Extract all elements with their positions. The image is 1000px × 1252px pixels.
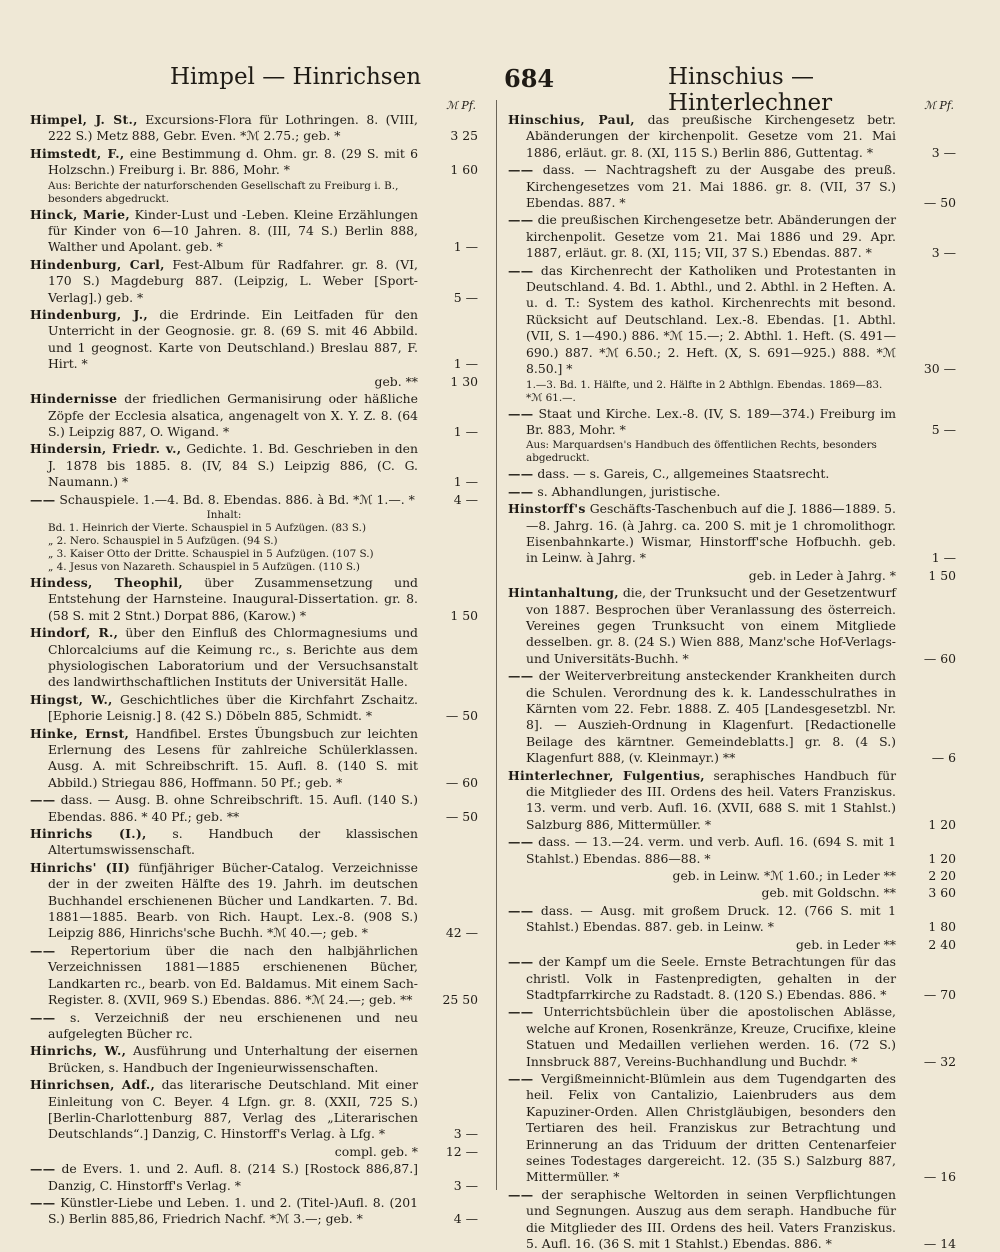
entry-heading: Hindenburg, Carl, xyxy=(30,256,165,272)
entry-body: Ausführung und Unterhaltung der eisernen Brücken, s. Handbuch der Ingenieurwissenschaften. xyxy=(48,1043,419,1075)
entry-body: eine Bestimmung d. Ohm. gr. 8. (29 S. mit 6 Holzschn.) Freiburg i. Br. 886, Mohr. * xyxy=(48,145,419,178)
catalog-entry xyxy=(30,112,478,145)
entry-price: 1 20 xyxy=(928,850,956,866)
entry-heading: Hinck, Marie, xyxy=(30,206,130,222)
entry-text xyxy=(508,1187,896,1252)
page-number: 684 xyxy=(504,64,555,93)
catalog-entry xyxy=(30,307,478,373)
entry-note: Aus: Berichte der naturforschenden Gesellschaft zu Freiburg i. B., besonders abgedruckt. xyxy=(48,179,399,205)
catalog-entry xyxy=(508,903,956,936)
entry-text xyxy=(30,391,418,440)
entry-body: das literarische Deutschland. Mit einer Einleitung von C. Beyer. 4 Lfgn. gr. 8. (XXII, 725 S.) [Berlin-Charlottenburg 887, Verlag des „Literarischen Deutschlands“.] Danzig, C. Hinstorff's Verlag. à Lfg. * xyxy=(48,1077,418,1142)
variant-text: compl. geb. * xyxy=(334,1143,418,1159)
entry-body: das preußische Kirchengesetz betr. Abänderungen der kirchenpolit. Gesetze vom 21. Mai 1886, erläut. gr. 8. (XI, 115 S.) Berlin 886, Guttentag. * xyxy=(526,112,896,160)
entry-text xyxy=(508,1071,896,1186)
header-left-range: Himpel — Hinrichsen xyxy=(170,64,422,90)
variant-text: geb. in Leder à Jahrg. * xyxy=(748,567,896,583)
entry-text xyxy=(508,162,896,211)
entry-price: — 50 xyxy=(923,195,956,211)
entry-body: Handfibel. Erstes Übungsbuch zur leichten Erlernung des Lesens für zahlreiche Schülerklassen. Ausg. A. mit Schreibschrift. 15. Aufl. 8. (140 S. mit Abbild.) Striegau 886, Hoffmann. 50 Pf.; geb. * xyxy=(48,725,418,790)
entry-text xyxy=(508,112,896,161)
catalog-entry xyxy=(508,466,956,482)
entry-text xyxy=(508,668,896,766)
entry-heading: Hingst, W., xyxy=(30,691,113,707)
entry-body: s. Abhandlungen, juristische. xyxy=(533,483,721,499)
entry-text xyxy=(30,1010,418,1043)
entry-text xyxy=(30,726,418,792)
entry-text xyxy=(30,1195,418,1228)
entry-note-wrap xyxy=(30,180,478,206)
catalog-entry-variant xyxy=(508,937,956,953)
entry-heading: —— xyxy=(30,491,56,507)
contents-line: „ 2. Nero. Schauspiel in 5 Aufzügen. (94 S.) xyxy=(48,534,278,547)
right-column xyxy=(508,99,956,1251)
entry-price: 30 — xyxy=(923,361,956,377)
entry-body: Kinder-Lust und -Leben. Kleine Erzählungen für Kinder von 6—10 Jahren. 8. (III, 74 S.) Berlin 888, Walther und Apolant. geb. * xyxy=(48,206,418,255)
variant-price: 12 — xyxy=(445,1143,478,1159)
variant-price: 2 40 xyxy=(928,936,956,952)
entry-body: Künstler-Liebe und Leben. 1. und 2. (Titel-)Aufl. 8. (201 S.) Berlin 885,86, Friedrich Nachf. *ℳ 3.—; geb. * xyxy=(48,1194,418,1227)
entry-heading: —— xyxy=(30,942,56,958)
entry-text xyxy=(508,263,896,378)
catalog-entry xyxy=(508,112,956,161)
currency-unit-left: ℳ Pf. xyxy=(446,99,476,112)
entry-text xyxy=(508,466,896,482)
entry-text xyxy=(508,1004,896,1070)
entry-text xyxy=(30,146,418,179)
entry-text xyxy=(30,792,418,825)
currency-unit-right: ℳ Pf. xyxy=(924,99,954,112)
variant-price: 1 50 xyxy=(928,567,956,583)
entry-note-wrap xyxy=(508,439,956,465)
entry-text xyxy=(508,406,896,439)
entry-text xyxy=(508,212,896,261)
entry-body: dass. — Ausg. mit großem Druck. 12. (766 S. mit 1 Stahlst.) Ebendas. 887. geb. in Leinw. * xyxy=(526,902,896,935)
entry-heading: —— xyxy=(30,1009,56,1025)
entry-price: — 70 xyxy=(923,986,956,1002)
catalog-entry xyxy=(508,1071,956,1186)
entry-text xyxy=(508,954,896,1003)
contents-line: „ 4. Jesus von Nazareth. Schauspiel in 5 Aufzügen. (110 S.) xyxy=(48,560,360,573)
entry-note: 1.—3. Bd. 1. Hälfte, und 2. Hälfte in 2 Abthlgn. Ebendas. 1869—83. *ℳ 61.—. xyxy=(526,378,883,404)
entry-text xyxy=(30,441,418,490)
catalog-entry xyxy=(508,212,956,261)
entry-heading: Hindorf, R., xyxy=(30,625,119,641)
entry-body: Schauspiele. 1.—4. Bd. 8. Ebendas. 886. à Bd. *ℳ 1.—. * xyxy=(55,491,415,507)
catalog-entry xyxy=(30,391,478,440)
entry-price: 1 — xyxy=(453,356,478,372)
entry-text xyxy=(508,501,896,567)
entry-body: s. Handbuch der klassischen Altertumswissenschaft. xyxy=(48,826,418,858)
entry-heading: Hindenburg, J., xyxy=(30,307,148,323)
entry-text xyxy=(30,826,418,859)
entry-heading: —— xyxy=(508,954,534,970)
entry-body: die, der Trunksucht und der Gesetzentwurf von 1887. Besprochen über Veranlassung des österreich. Vereines gegen Trunksucht von einem Mitgliede desselben. gr. 8. (24 S.) Wien 888, Manz'sche Hof-Verlags- und Universitäts-Buchh. * xyxy=(526,585,896,666)
entry-heading: —— xyxy=(508,162,534,178)
entry-price: 1 50 xyxy=(450,607,478,623)
entry-body: de Evers. 1. und 2. Aufl. 8. (214 S.) [Rostock 886,87.] Danzig, C. Hinstorff's Verlag. * xyxy=(48,1161,418,1193)
entry-heading: —— xyxy=(508,466,534,482)
entry-text xyxy=(508,585,896,667)
entry-body: die Erdrinde. Ein Leitfaden für den Unterricht in der Geognosie. gr. 8. (69 S. mit 46 Abbild. und 1 geognost. Karte von Deutschland.) Breslau 887, F. Hirt. * xyxy=(48,307,418,372)
entry-body: dass. — 13.—24. verm. und verb. Aufl. 16. (694 S. mit 1 Stahlst.) Ebendas. 886—88. * xyxy=(526,834,896,866)
entry-price: 1 20 xyxy=(928,816,956,832)
catalog-entry xyxy=(508,406,956,439)
entry-body: das Kirchenrecht der Katholiken und Protestanten in Deutschland. 4. Bd. 1. Abthl., und 2. Abthl. in 2 Heften. A. u. d. T.: System des kathol. Kirchenrechts mit besond. Rücksicht auf Deutschland. Lex.-8. Ebendas. [1. Abthl. (VII, S. 1—490.) 886. *ℳ 15.—; 2. Abthl. 1. Heft. (S. 491—690.) 887. *ℳ 6.50.; 2. Heft. (X, S. 691—925.) 888. *ℳ 8.50.] * xyxy=(526,262,896,377)
entry-body: dass. — s. Gareis, C., allgemeines Staatsrecht. xyxy=(533,466,830,482)
entry-body: Geschichtliches über die Kirchfahrt Zschaitz. [Ephorie Leisnig.] 8. (42 S.) Döbeln 885, Schmidt. * xyxy=(48,691,418,724)
catalog-entry xyxy=(508,585,956,667)
entry-heading: Hinrichsen, Adf., xyxy=(30,1077,156,1093)
variant-price: 2 20 xyxy=(928,868,956,884)
entry-text xyxy=(30,860,418,942)
entry-price: 3 — xyxy=(931,245,956,261)
entry-text xyxy=(508,768,896,834)
entry-heading: —— xyxy=(508,1186,534,1202)
entry-body: Fest-Album für Radfahrer. gr. 8. (VI, 170 S.) Magdeburg 887. (Leipzig, L. Weber [Sport-Verlag].) geb. * xyxy=(48,256,418,305)
entry-text xyxy=(30,1043,418,1076)
header-right-range: Hinschius — Hinterlechner xyxy=(668,64,833,116)
catalog-entry xyxy=(30,1195,478,1228)
entry-text xyxy=(30,112,418,145)
contents-line: Bd. 1. Heinrich der Vierte. Schauspiel in 5 Aufzügen. (83 S.) xyxy=(48,521,367,534)
entry-heading: —— xyxy=(508,1004,534,1020)
entry-heading: —— xyxy=(30,1161,56,1177)
entry-price: 4 — xyxy=(453,1211,478,1227)
catalog-entry xyxy=(30,441,478,490)
entry-text xyxy=(30,1077,418,1143)
entry-price: 4 — xyxy=(453,491,478,507)
entry-price: — 32 xyxy=(923,1053,956,1069)
catalog-entry xyxy=(30,943,478,1009)
entry-body: über Zusammensetzung und Entstehung der Harnsteine. Inaugural-Dissertation. gr. 8. (58 S. mit 2 Stnt.) Dorpat 886, (Karow.) * xyxy=(48,574,418,623)
entry-heading: Himstedt, F., xyxy=(30,145,125,161)
entry-heading: —— xyxy=(508,668,534,684)
entry-heading: —— xyxy=(508,483,534,499)
entry-price: 25 50 xyxy=(442,992,478,1008)
entry-body: dass. — Nachtragsheft zu der Ausgabe des preuß. Kirchengesetzes vom 21. Mai 1886. gr. 8. (VII, 37 S.) Ebendas. 887. * xyxy=(526,162,896,211)
entry-price: — 50 xyxy=(445,808,478,824)
entry-heading: Hinrichs (I.), xyxy=(30,826,147,842)
catalog-entry xyxy=(508,1004,956,1070)
entry-price: — 50 xyxy=(445,708,478,724)
entry-heading: Himpel, J. St., xyxy=(30,112,138,127)
entry-note: Aus: Marquardsen's Handbuch des öffentlichen Rechts, besonders abgedruckt. xyxy=(526,439,877,465)
entry-body: Geschäfts-Taschenbuch auf die J. 1886—1889. 5.—8. Jahrg. 16. (à Jahrg. ca. 200 S. mit je 1 chromolithogr. Eisenbahnkarte.) Wismar, Hinstorff'sche Hofbuchh. geb. in Leinw. à Jahrg. * xyxy=(526,501,896,566)
entry-body: über den Einfluß des Chlormagnesiums und Chlorcalciums auf die Keimung rc., s. Berichte aus dem physiologischen Laboratorium und der Versuchsanstalt des landwirthschaftlichen Instituts der Universität Halle. xyxy=(48,625,418,690)
catalog-entry xyxy=(30,146,478,179)
catalog-entry xyxy=(508,263,956,378)
catalog-entry xyxy=(508,954,956,1003)
entry-text xyxy=(30,625,418,691)
variant-text: geb. ** xyxy=(374,373,418,389)
entry-body: Repertorium über die nach den halbjährlichen Verzeichnissen 1881—1885 erschienenen Bücher, Landkarten rc., bearb. von Ed. Baldamus. Mit einem Sach-Register. 8. (XVII, 969 S.) Ebendas. 886. *ℳ 24.—; geb. ** xyxy=(48,942,418,1008)
entry-body: der seraphische Weltorden in seinen Verpflichtungen und Segnungen. Auszug aus dem seraph. Handbuche für die Mitglieder des III. Ordens des heil. Vaters Franziskus. 5. Aufl. 16. (36 S. mit 1 Stahlst.) Ebendas. 886. * xyxy=(526,1186,896,1251)
entry-text xyxy=(30,307,418,373)
entry-price: 1 80 xyxy=(928,919,956,935)
entry-price: — 16 xyxy=(923,1169,956,1185)
column-divider xyxy=(496,100,497,1190)
catalog-entry xyxy=(30,860,478,942)
entry-body: die preußischen Kirchengesetze betr. Abänderungen der kirchenpolit. Gesetze vom 21. Mai 1886 und 29. Apr. 1887, erläut. gr. 8. (XI, 115; VII, 37 S.) Ebendas. 887. * xyxy=(526,212,896,261)
catalog-entry xyxy=(30,207,478,256)
entry-body: der Weiterverbreitung ansteckender Krankheiten durch die Schulen. Verordnung des k. k. Landesschulrathes in Kärnten vom 22. Febr. 1888. Z. 405 [Landesgesetzbl. Nr. 8]. — Auszieh-Ordnung in Klagenfurt. [Redactionelle Beilage des kärntner. Gemeindeblatts.] gr. 8. (4 S.) Klagenfurt 888, (v. Kleinmayr.) ** xyxy=(526,668,896,766)
entry-price: — 14 xyxy=(923,1236,956,1251)
entry-heading: —— xyxy=(508,902,534,918)
entry-body: dass. — Ausg. B. ohne Schreibschrift. 15. Aufl. (140 S.) Ebendas. 886. * 40 Pf.; geb. ** xyxy=(48,792,418,824)
catalog-entry xyxy=(30,692,478,725)
variant-text: geb. in Leinw. *ℳ 1.60.; in Leder ** xyxy=(672,868,896,884)
entry-price: 3 — xyxy=(931,144,956,160)
entry-heading: Hindernisse xyxy=(30,391,118,407)
entry-price: 1 — xyxy=(453,474,478,490)
entry-price: 3 25 xyxy=(450,128,478,144)
catalog-entry xyxy=(508,668,956,766)
entry-price: 5 — xyxy=(453,289,478,305)
entry-heading: Hintanhaltung, xyxy=(508,585,619,601)
entry-body: Vergißmeinnicht-Blümlein aus dem Tugendgarten des heil. Felix von Cantalizio, Laienbruders aus dem Kapuziner-Orden. Allen Christgläubigen, besonders den Tertiaren des heil. Franziskus zur Betrachtung und Erinnerung an das Triduum der dritten Centenarfeier seines Todestages dargereicht. 12. (35 S.) Salzburg 887, Mittermüller. * xyxy=(526,1070,896,1185)
catalog-entry xyxy=(30,826,478,859)
catalog-entry xyxy=(508,484,956,500)
entry-heading: Hinterlechner, Fulgentius, xyxy=(508,767,705,783)
entry-body: Unterrichtsbüchlein über die apostolischen Ablässe, welche auf Kronen, Rosenkränze, Kreuze, Crucifixe, kleine Statuen und Medaillen verliehen werden. 16. (72 S.) Innsbruck 887, Vereins-Buchhandlung und Buchdr. * xyxy=(526,1004,896,1069)
catalog-entry xyxy=(508,834,956,867)
entry-body: seraphisches Handbuch für die Mitglieder des III. Ordens des heil. Vaters Franziskus. 13. verm. und verb. Aufl. 16. (XVII, 688 S. mit 1 Stahlst.) Salzburg 886, Mittermüller. * xyxy=(526,767,896,832)
contents-line: „ 3. Kaiser Otto der Dritte. Schauspiel in 5 Aufzügen. (107 S.) xyxy=(48,547,374,560)
entry-body: der Kampf um die Seele. Ernste Betrachtungen für das christl. Volk in Fastenpredigten, gehalten in der Stadtpfarrkirche zu Radstadt. 8. (120 S.) Ebendas. 886. * xyxy=(526,954,896,1002)
contents-title: Inhalt: xyxy=(206,508,242,521)
catalog-entry-variant xyxy=(508,568,956,584)
catalog-entry xyxy=(508,501,956,567)
variant-price: 1 30 xyxy=(450,373,478,389)
contents-block xyxy=(30,509,478,574)
entry-text xyxy=(508,834,896,867)
entry-heading: —— xyxy=(508,262,534,278)
catalog-entry xyxy=(30,726,478,792)
entry-body: Gedichte. 1. Bd. Geschrieben in den J. 1878 bis 1885. 8. (IV, 84 S.) Leipzig 886, (C. G. Naumann.) * xyxy=(48,441,418,490)
entry-heading: Hinstorff's xyxy=(508,501,586,517)
entry-price: 1 — xyxy=(453,239,478,255)
entry-text xyxy=(508,903,896,936)
entry-text xyxy=(30,492,418,508)
entry-heading: —— xyxy=(508,212,534,228)
catalog-entry xyxy=(30,1043,478,1076)
variant-text: geb. in Leder ** xyxy=(795,936,896,952)
catalog-entry xyxy=(508,768,956,834)
entry-heading: Hinrichs, W., xyxy=(30,1043,127,1059)
catalog-entry xyxy=(30,575,478,624)
catalog-entry xyxy=(508,162,956,211)
entry-heading: Hindess, Theophil, xyxy=(30,574,184,590)
entry-heading: —— xyxy=(508,1070,534,1086)
entry-text xyxy=(30,943,418,1009)
entry-heading: Hinke, Ernst, xyxy=(30,725,130,741)
variant-price: 3 60 xyxy=(928,885,956,901)
left-column xyxy=(30,99,478,1227)
entry-heading: —— xyxy=(508,405,534,421)
entry-note-wrap xyxy=(508,379,956,405)
entry-body: s. Verzeichniß der neu erschienenen und neu aufgelegten Bücher rc. xyxy=(48,1009,418,1041)
left-entry-list xyxy=(30,112,478,1228)
entry-heading: Hinrichs' (II) xyxy=(30,859,131,875)
catalog-entry-variant xyxy=(30,1144,478,1160)
entry-body: Excursions-Flora für Lothringen. 8. (VIII, 222 S.) Metz 888, Gebr. Even. *ℳ 2.75.; geb. * xyxy=(48,112,418,144)
entry-price: 1 — xyxy=(931,550,956,566)
entry-text xyxy=(30,257,418,306)
catalog-entry xyxy=(30,792,478,825)
entry-heading: —— xyxy=(30,1194,56,1210)
entry-price: — 60 xyxy=(923,650,956,666)
catalog-entry-variant xyxy=(508,885,956,901)
catalog-entry xyxy=(30,1161,478,1194)
catalog-entry xyxy=(30,257,478,306)
entry-price: 3 — xyxy=(453,1177,478,1193)
variant-text: geb. mit Goldschn. ** xyxy=(761,885,896,901)
entry-heading: Hindersin, Friedr. v., xyxy=(30,441,182,457)
entry-text xyxy=(30,207,418,256)
catalog-entry xyxy=(30,492,478,508)
catalog-entry xyxy=(30,1077,478,1143)
entry-price: 42 — xyxy=(445,925,478,941)
entry-text xyxy=(30,575,418,624)
entry-heading: —— xyxy=(508,834,534,850)
catalog-entry xyxy=(30,1010,478,1043)
entry-heading: —— xyxy=(30,792,56,808)
entry-text xyxy=(30,692,418,725)
entry-price: 3 — xyxy=(453,1126,478,1142)
entry-body: der friedlichen Germanisirung oder häßliche Zöpfe der Ecclesia alsatica, angenagelt von X. Y. Z. 8. (64 S.) Leipzig 887, O. Wigand. * xyxy=(48,391,418,439)
entry-price: 1 60 xyxy=(450,162,478,178)
entry-body: fünfjähriger Bücher-Catalog. Verzeichnisse der in der zweiten Hälfte des 19. Jahrh. im deutschen Buchhandel erschienenen Bücher und Landkarten. 7. Bd. 1881—1885. Bearb. von Rich. Haupt. Lex.-8. (908 S.) Leipzig 886, Hinrichs'sche Buchh. *ℳ 40.—; geb. * xyxy=(48,859,418,941)
entry-price: 1 — xyxy=(453,423,478,439)
catalog-entry-variant xyxy=(30,374,478,390)
entry-text xyxy=(508,484,896,500)
right-entry-list xyxy=(508,112,956,1252)
entry-price: 5 — xyxy=(931,421,956,437)
entry-body: Staat und Kirche. Lex.-8. (IV, S. 189—374.) Freiburg im Br. 883, Mohr. * xyxy=(526,405,896,437)
entry-price: — 6 xyxy=(931,750,956,766)
entry-price: — 60 xyxy=(445,774,478,790)
catalog-entry-variant xyxy=(508,868,956,884)
entry-heading: Hinschius, Paul, xyxy=(508,112,635,127)
catalog-entry xyxy=(30,625,478,691)
catalog-entry xyxy=(508,1187,956,1252)
entry-text xyxy=(30,1161,418,1194)
